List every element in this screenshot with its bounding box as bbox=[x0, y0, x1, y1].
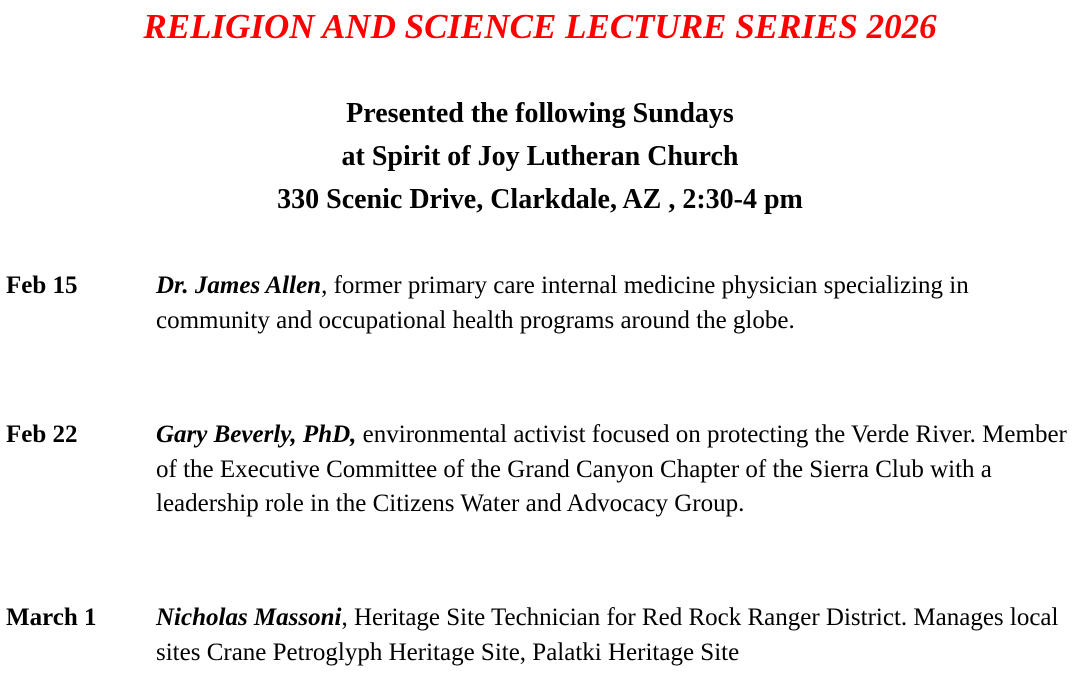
subtitle-line-venue: at Spirit of Joy Lutheran Church bbox=[341, 141, 739, 172]
lecture-date: Feb 15 bbox=[6, 272, 78, 299]
subtitle-line-address-time: 330 Scenic Drive, Clarkdale, AZ , 2:30-4 pm bbox=[277, 184, 803, 215]
speaker-bio: environmental activist focused on protecting the Verde River. Member of the Executive Committee of the Grand Canyon Chapter of the Sierra Club with a leadership role in the Citizens Water and Advocacy Group. bbox=[156, 421, 1067, 517]
lecture-description bbox=[156, 418, 1076, 522]
lecture-description bbox=[156, 269, 1076, 338]
lecture-date: Feb 22 bbox=[6, 421, 78, 448]
lecture-description bbox=[156, 601, 1076, 670]
speaker-name: Gary Beverly, PhD, bbox=[156, 421, 357, 448]
lecture-date: March 1 bbox=[6, 604, 97, 631]
document-title: RELIGION AND SCIENCE LECTURE SERIES 2026 bbox=[143, 7, 937, 46]
speaker-name: Nicholas Massoni bbox=[156, 604, 342, 631]
subtitle-line-schedule: Presented the following Sundays bbox=[346, 98, 734, 129]
speaker-bio: , Heritage Site Technician for Red Rock Ranger District. Manages local sites Crane Petroglyph Heritage Site, Palatki Heritage Site bbox=[156, 604, 1059, 666]
speaker-name: Dr. James Allen bbox=[156, 272, 322, 299]
speaker-bio: , former primary care internal medicine physician specializing in community and occupational health programs around the globe. bbox=[156, 272, 969, 334]
